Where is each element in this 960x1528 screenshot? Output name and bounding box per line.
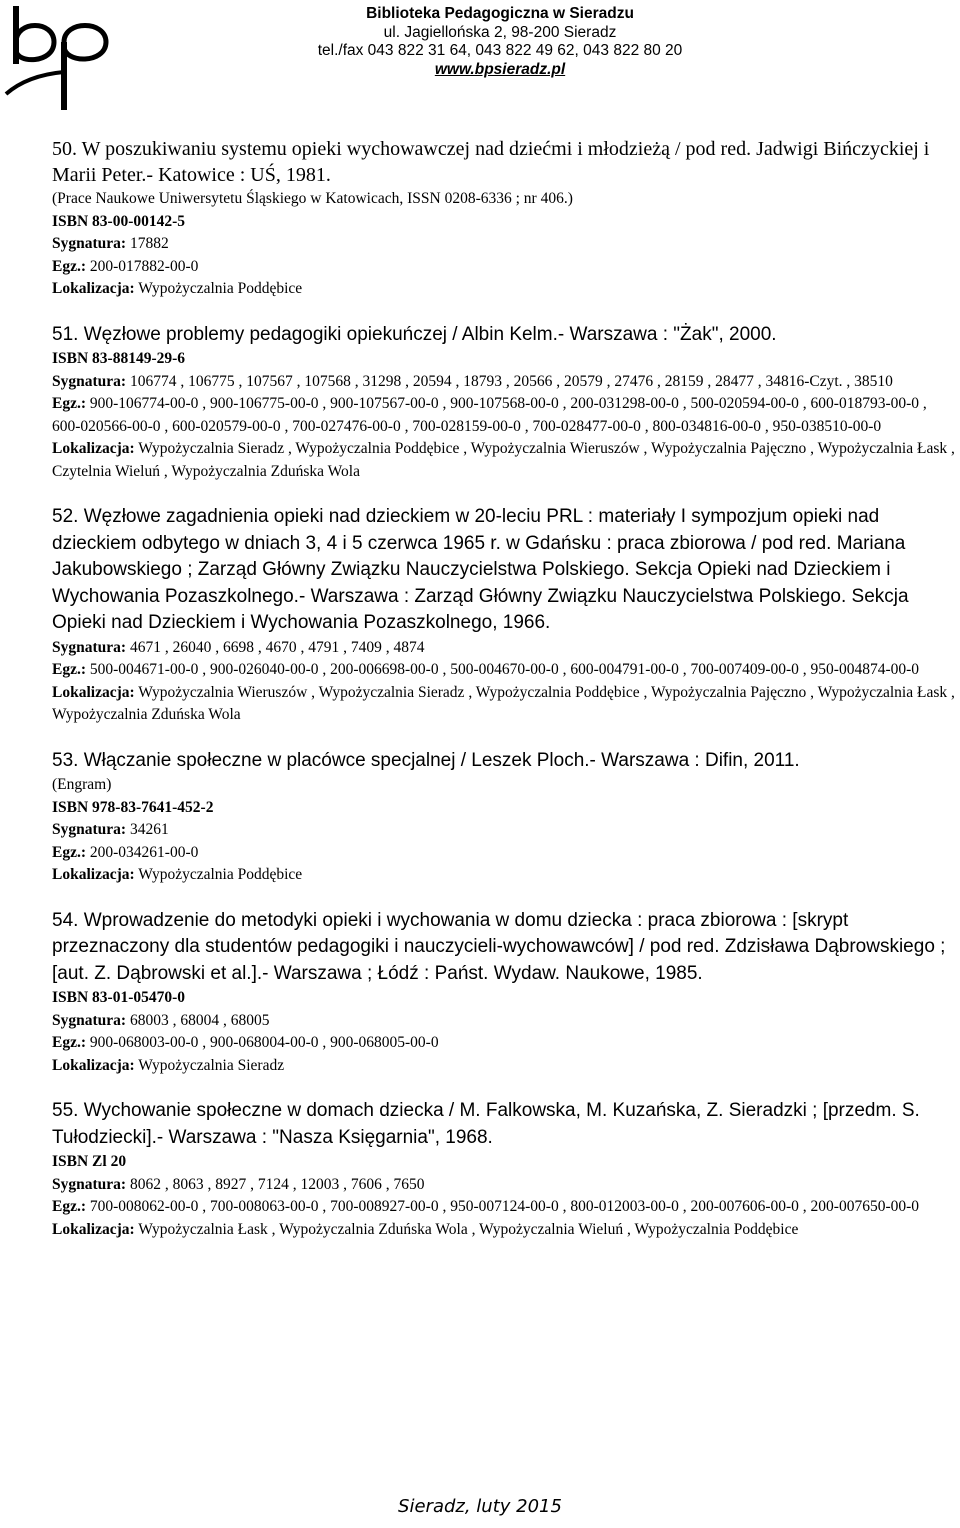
entry-title: 53. Włączanie społeczne w placówce specjalnej / Leszek Ploch.- Warszawa : Difin, 2011. bbox=[52, 749, 800, 771]
entry-lokalizacja: Wypożyczalnia Sieradz bbox=[138, 1056, 285, 1074]
entry-egz: 200-034261-00-0 bbox=[89, 843, 199, 861]
library-address: ul. Jagiellońska 2, 98-200 Sieradz bbox=[383, 23, 617, 41]
egz-label: Egz.: bbox=[52, 661, 87, 678]
sygnatura-label: Sygnatura: bbox=[52, 1011, 127, 1029]
entry-series: (Prace Naukowe Uniwersytetu Śląskiego w Katowicach, ISSN 0208-6336 ; nr 406.) bbox=[52, 190, 573, 207]
entry-egz: 900-106774-00-0 , 900-106775-00-0 , 900-107567-00-0 , 900-107568-00-0 , 200-031298-00-0 , 500-020594-00-0 , 600-018793-00-0 , 600-020566-00-0 , 600-020579-00-0 , 700-027476-00-0 , 700-028159-00-0 , 700-028477-00-0 , 800-034816-00-0 , 950-038510-00-0 bbox=[52, 395, 927, 435]
lokalizacja-label: Lokalizacja: bbox=[52, 683, 135, 701]
entry-sygnatura: 34261 bbox=[129, 821, 169, 838]
entry-isbn: ISBN 83-01-05470-0 bbox=[52, 989, 186, 1006]
entry-sygnatura: 4671 , 26040 , 6698 , 4670 , 4791 , 7409 , 4874 bbox=[129, 638, 425, 656]
entry-isbn: ISBN 83-00-00142-5 bbox=[52, 212, 186, 230]
library-name: Biblioteka Pedagogiczna w Sieradzu bbox=[366, 5, 634, 22]
entry-title: 52. Węzłowe zagadnienia opieki nad dzieckiem w 20-leciu PRL : materiały I sympozjum opieki nad dzieckiem odbytego w dniach 3, 4 i 5 czerwca 1965 r. w Gdańsku : praca zbiorowa / pod red. Mariana Jakubowskiego ; Zarząd Główny Związku Nauczycielstwa Polskiego. Sekcja Opieki nad Dzieckiem i Wychowania Pozaszkolnego.- Warszawa : Zarząd Główny Związku Nauczycielstwa Polskiego. Sekcja Opieki nad Dzieckiem i Wychowania Pozaszkolnego, 1966. bbox=[52, 506, 909, 633]
egz-label: Egz.: bbox=[52, 1198, 87, 1215]
footer-date: Sieradz, luty 2015 bbox=[398, 1496, 562, 1517]
lokalizacja-label: Lokalizacja: bbox=[52, 440, 135, 457]
entry-title: 51. Węzłowe problemy pedagogiki opiekuńczej / Albin Kelm.- Warszawa : "Żak", 2000. bbox=[52, 323, 777, 345]
library-phone: tel./fax 043 822 31 64, 043 822 49 62, 043 822 80 20 bbox=[317, 42, 683, 59]
entry-egz: 500-004671-00-0 , 900-026040-00-0 , 200-006698-00-0 , 500-004670-00-0 , 600-004791-00-0 , 700-007409-00-0 , 950-004874-00-0 bbox=[89, 661, 920, 678]
entry-52 bbox=[52, 504, 958, 727]
entry-isbn: ISBN Zl 20 bbox=[52, 1153, 127, 1170]
entry-55 bbox=[52, 1098, 958, 1241]
sygnatura-label: Sygnatura: bbox=[52, 1175, 127, 1193]
entry-egz: 900-068003-00-0 , 900-068004-00-0 , 900-068005-00-0 bbox=[89, 1034, 439, 1051]
entry-lokalizacja: Wypożyczalnia Poddębice bbox=[138, 280, 303, 297]
library-logo bbox=[2, 2, 112, 114]
entry-lokalizacja: Wypożyczalnia Sieradz , Wypożyczalnia Poddębice , Wypożyczalnia Wieruszów , Wypożyczalnia Pajęczno , Wypożyczalnia Łask , Czytelnia Wieluń , Wypożyczalnia Zduńska Wola bbox=[52, 440, 955, 480]
entry-sygnatura: 106774 , 106775 , 107567 , 107568 , 31298 , 20594 , 18793 , 20566 , 20579 , 27476 , 28159 , 28477 , 34816-Czyt. , 38510 bbox=[129, 372, 893, 390]
egz-label: Egz.: bbox=[52, 395, 87, 412]
sygnatura-label: Sygnatura: bbox=[52, 372, 127, 390]
egz-label: Egz.: bbox=[52, 843, 87, 861]
entry-series: (Engram) bbox=[52, 776, 112, 793]
egz-label: Egz.: bbox=[52, 257, 87, 275]
entry-isbn: ISBN 978-83-7641-452-2 bbox=[52, 798, 214, 816]
entry-sygnatura: 8062 , 8063 , 8927 , 7124 , 12003 , 7606 , 7650 bbox=[129, 1175, 425, 1193]
lokalizacja-label: Lokalizacja: bbox=[52, 280, 135, 297]
entry-isbn: ISBN 83-88149-29-6 bbox=[52, 350, 186, 367]
entry-54 bbox=[52, 908, 958, 1078]
sygnatura-label: Sygnatura: bbox=[52, 638, 127, 656]
entry-sygnatura: 17882 bbox=[129, 235, 169, 252]
sygnatura-label: Sygnatura: bbox=[52, 821, 127, 838]
egz-label: Egz.: bbox=[52, 1034, 87, 1051]
entry-lokalizacja: Wypożyczalnia Poddębice bbox=[138, 866, 303, 883]
entry-title: 54. Wprowadzenie do metodyki opieki i wychowania w domu dziecka : praca zbiorowa : [skrypt przeznaczony dla studentów pedagogiki i nauczycieli-wychowawców] / pod red. Zdzisława Dąbrowskiego ; [aut. Z. Dąbrowski et al.].- Warszawa ; Łódź : Państ. Wydaw. Naukowe, 1985. bbox=[52, 909, 946, 984]
entry-lokalizacja: Wypożyczalnia Wieruszów , Wypożyczalnia Sieradz , Wypożyczalnia Poddębice , Wypożyczalnia Pajęczno , Wypożyczalnia Łask , Wypożyczalnia Zduńska Wola bbox=[52, 683, 955, 723]
lokalizacja-label: Lokalizacja: bbox=[52, 1056, 135, 1074]
entry-51 bbox=[52, 322, 958, 484]
entry-title: 55. Wychowanie społeczne w domach dziecka / M. Falkowska, M. Kuzańska, Z. Sieradzki ; [przedm. S. Tułodziecki].- Warszawa : "Nasza Księgarnia", 1968. bbox=[52, 1100, 920, 1148]
entry-lokalizacja: Wypożyczalnia Łask , Wypożyczalnia Zduńska Wola , Wypożyczalnia Wieluń , Wypożyczalnia Poddębice bbox=[138, 1220, 799, 1238]
lokalizacja-label: Lokalizacja: bbox=[52, 866, 135, 883]
entry-egz: 700-008062-00-0 , 700-008063-00-0 , 700-008927-00-0 , 950-007124-00-0 , 800-012003-00-0 , 200-007606-00-0 , 200-007650-00-0 bbox=[89, 1198, 920, 1215]
entry-50 bbox=[52, 136, 958, 301]
entry-53 bbox=[52, 748, 958, 887]
bibliography-list bbox=[52, 136, 958, 1262]
entry-title: 50. W poszukiwaniu systemu opieki wychowawczej nad dziećmi i młodzieżą / pod red. Jadwigi Bińczyckiej i Marii Peter.- Katowice : UŚ, 1981. bbox=[52, 138, 930, 186]
entry-egz: 200-017882-00-0 bbox=[89, 257, 199, 275]
library-website-link[interactable]: www.bpsieradz.pl bbox=[434, 60, 566, 78]
sygnatura-label: Sygnatura: bbox=[52, 235, 127, 252]
library-header bbox=[310, 5, 690, 79]
entry-sygnatura: 68003 , 68004 , 68005 bbox=[129, 1011, 270, 1029]
lokalizacja-label: Lokalizacja: bbox=[52, 1220, 135, 1238]
